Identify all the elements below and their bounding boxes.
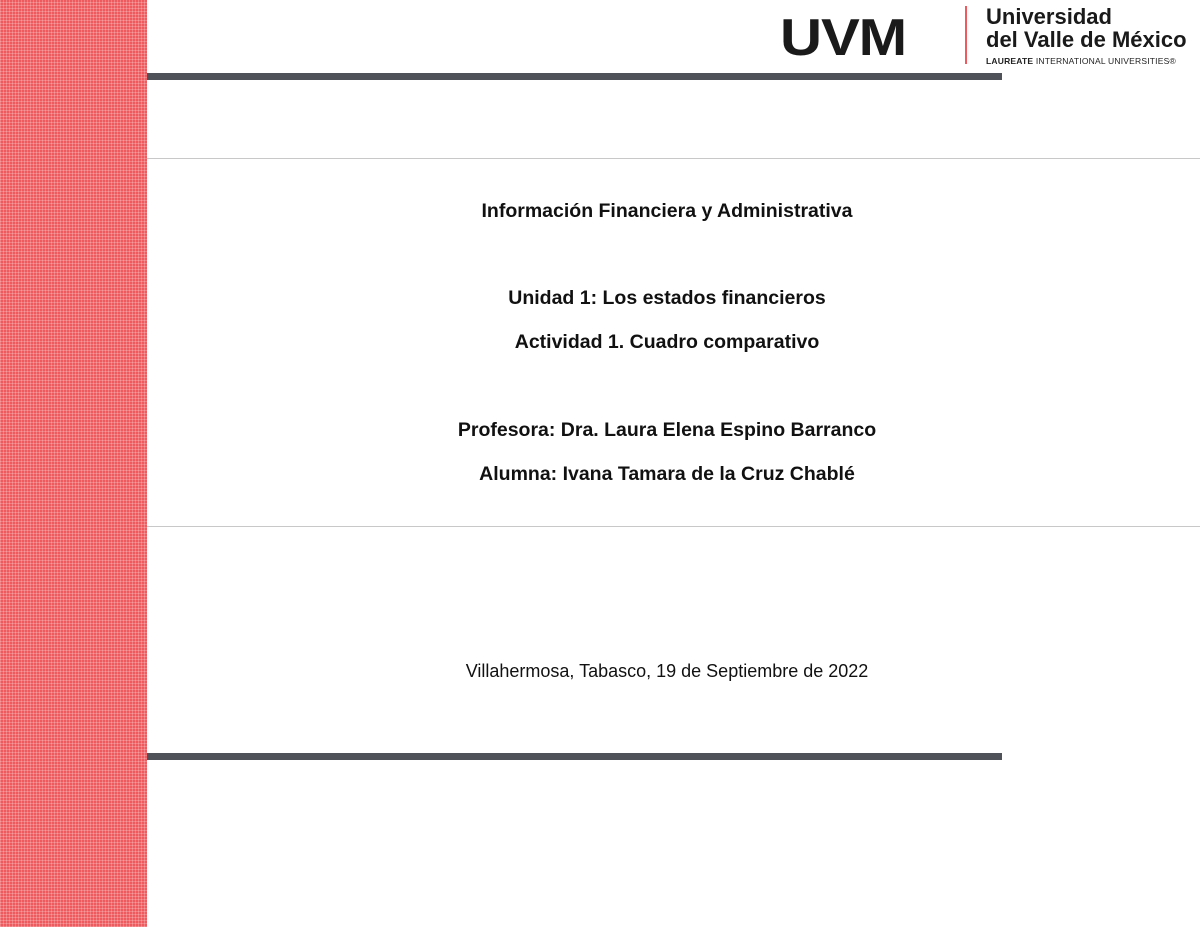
subject-title: Información Financiera y Administrativa [481, 200, 853, 222]
student-name: Alumna: Ivana Tamara de la Cruz Chablé [479, 463, 855, 485]
logo-tagline-bold: LAUREATE [986, 56, 1034, 66]
unit-title: Unidad 1: Los estados financieros [508, 287, 826, 309]
logo-registered-mark: ® [1169, 56, 1176, 66]
logo-separator [965, 6, 967, 64]
uvm-logo [780, 4, 1200, 70]
logo-name-line-1: Universidad [986, 4, 1112, 29]
activity-title: Actividad 1. Cuadro comparativo [514, 331, 820, 353]
lower-thin-rule [147, 526, 1200, 527]
top-divider-bar [147, 73, 1002, 80]
bottom-divider-bar [147, 753, 1002, 760]
logo-name-line-2: del Valle de México [986, 27, 1187, 52]
logo-network-tagline [986, 56, 1176, 66]
logo-tagline-rest: INTERNATIONAL UNIVERSITIES [1035, 56, 1170, 66]
decorative-side-stripe [0, 0, 147, 927]
logo-university-name [986, 5, 1187, 51]
logo-mark: UVM [780, 9, 907, 67]
teacher-name: Profesora: Dra. Laura Elena Espino Barranco [457, 419, 877, 441]
upper-thin-rule [147, 158, 1200, 159]
place-and-date: Villahermosa, Tabasco, 19 de Septiembre de 2022 [465, 661, 869, 681]
